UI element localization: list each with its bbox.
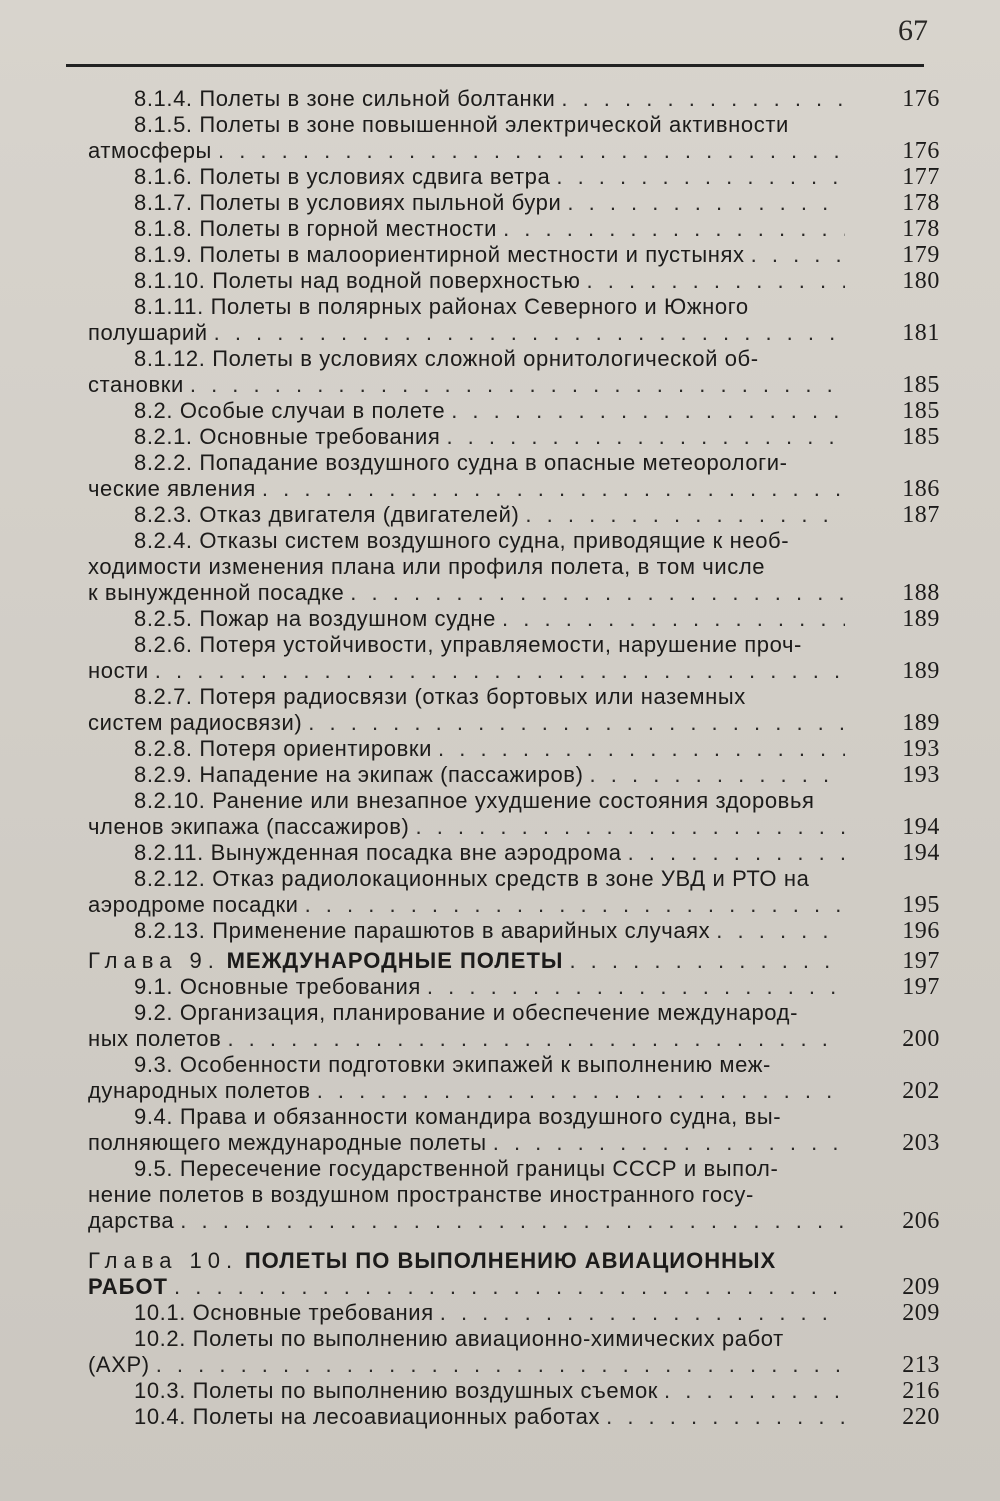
toc-line bbox=[88, 320, 950, 346]
toc-line bbox=[88, 1078, 950, 1104]
toc-line bbox=[134, 1404, 950, 1430]
dot-leader bbox=[427, 974, 845, 1000]
entry-title: Полеты в условиях сложной орнитологической об- bbox=[212, 346, 759, 371]
dot-leader bbox=[214, 320, 845, 346]
toc-entry bbox=[88, 424, 950, 450]
page-ref: 193 bbox=[902, 762, 940, 788]
entry-title: полняющего международные полеты bbox=[88, 1130, 487, 1155]
toc-entry bbox=[88, 86, 950, 112]
toc-entry bbox=[88, 1156, 950, 1234]
toc-line bbox=[134, 788, 950, 814]
toc-line bbox=[88, 554, 950, 580]
toc-line bbox=[134, 1052, 950, 1078]
toc-line bbox=[134, 346, 950, 372]
toc-entry bbox=[88, 1326, 950, 1378]
page-ref: 196 bbox=[902, 918, 940, 944]
toc-line bbox=[88, 710, 950, 736]
toc-line bbox=[134, 294, 950, 320]
toc-entry bbox=[88, 606, 950, 632]
page-ref: 179 bbox=[902, 242, 940, 268]
page-ref: 177 bbox=[902, 164, 940, 190]
toc-chapter bbox=[88, 1248, 950, 1300]
entry-number: 8.2. bbox=[134, 398, 174, 423]
header-rule bbox=[66, 64, 924, 67]
dot-leader bbox=[308, 710, 845, 736]
entry-title: членов экипажа (пассажиров) bbox=[88, 814, 410, 839]
dot-leader bbox=[587, 268, 846, 294]
chapter-title: МЕЖДУНАРОДНЫЕ ПОЛЕТЫ bbox=[226, 948, 564, 973]
toc-line bbox=[134, 974, 950, 1000]
entry-number: 8.2.3. bbox=[134, 502, 193, 527]
entry-number: 8.2.8. bbox=[134, 736, 193, 761]
entry-title: систем радиосвязи) bbox=[88, 710, 303, 735]
dot-leader bbox=[716, 918, 845, 944]
toc-entry bbox=[88, 268, 950, 294]
dot-leader bbox=[155, 658, 845, 684]
entry-title: Полеты в малоориентирной местности и пустынях bbox=[199, 242, 745, 267]
entry-number: 10.2. bbox=[134, 1326, 186, 1351]
toc-line bbox=[88, 1248, 950, 1274]
toc-line bbox=[88, 138, 950, 164]
toc-line bbox=[88, 476, 950, 502]
dot-leader bbox=[502, 606, 845, 632]
entry-title: Попадание воздушного судна в опасные метеорологи- bbox=[199, 450, 788, 475]
toc-line bbox=[134, 190, 950, 216]
toc-entry bbox=[88, 1000, 950, 1052]
page-ref: 181 bbox=[902, 320, 940, 346]
entry-title: Основные требования bbox=[179, 974, 421, 999]
toc-line bbox=[88, 372, 950, 398]
toc-line bbox=[134, 502, 950, 528]
toc-entry bbox=[88, 918, 950, 944]
entry-title: Полеты в зоне повышенной электрической активности bbox=[199, 112, 789, 137]
toc-entry bbox=[88, 190, 950, 216]
toc-entry bbox=[88, 216, 950, 242]
entry-title: Пересечение государственной границы СССР и выпол- bbox=[179, 1156, 779, 1181]
dot-leader bbox=[606, 1404, 845, 1430]
entry-title: ности bbox=[88, 658, 149, 683]
toc-line bbox=[88, 1182, 950, 1208]
entry-title: Нападение на экипаж (пассажиров) bbox=[199, 762, 584, 787]
entry-number: 8.2.4. bbox=[134, 528, 193, 553]
dot-leader bbox=[503, 216, 845, 242]
entry-title: Полеты по выполнению воздушных съемок bbox=[192, 1378, 659, 1403]
entry-title: Отказ двигателя (двигателей) bbox=[199, 502, 520, 527]
toc-entry bbox=[88, 450, 950, 502]
dot-leader bbox=[218, 138, 845, 164]
toc-line bbox=[134, 86, 950, 112]
toc-line bbox=[134, 528, 950, 554]
entry-title: Потеря радиосвязи (отказ бортовых или наземных bbox=[199, 684, 746, 709]
toc-entry bbox=[88, 112, 950, 164]
toc-line bbox=[88, 1274, 950, 1300]
entry-number: 8.2.6. bbox=[134, 632, 193, 657]
entry-title: Полеты в условиях пыльной бури bbox=[199, 190, 562, 215]
page-ref: 185 bbox=[902, 424, 940, 450]
page-ref: 188 bbox=[902, 580, 940, 606]
toc-line bbox=[134, 1326, 950, 1352]
toc-line bbox=[134, 268, 950, 294]
page-ref: 213 bbox=[902, 1352, 940, 1378]
dot-leader bbox=[440, 1300, 845, 1326]
entry-number: 9.5. bbox=[134, 1156, 174, 1181]
page-ref: 185 bbox=[902, 398, 940, 424]
entry-number: 9.1. bbox=[134, 974, 174, 999]
entry-title: Применение парашютов в аварийных случаях bbox=[212, 918, 711, 943]
toc-line bbox=[134, 1156, 950, 1182]
page-ref: 189 bbox=[902, 710, 940, 736]
chapter-title: ПОЛЕТЫ ПО ВЫПОЛНЕНИЮ АВИАЦИОННЫХ bbox=[244, 1248, 777, 1273]
dot-leader bbox=[174, 1274, 845, 1300]
toc-entry bbox=[88, 974, 950, 1000]
entry-number: 8.1.4. bbox=[134, 86, 193, 111]
toc-entry bbox=[88, 1404, 950, 1430]
dot-leader bbox=[446, 424, 845, 450]
page-ref: 203 bbox=[902, 1130, 940, 1156]
page-ref: 185 bbox=[902, 372, 940, 398]
page-ref: 178 bbox=[902, 190, 940, 216]
entry-title: ходимости изменения плана или профиля полета, в том числе bbox=[88, 554, 766, 579]
toc-entry bbox=[88, 788, 950, 840]
dot-leader bbox=[190, 372, 845, 398]
entry-title: Полеты на лесоавиационных работах bbox=[192, 1404, 601, 1429]
entry-title: Права и обязанности командира воздушного судна, вы- bbox=[179, 1104, 782, 1129]
toc-line bbox=[88, 580, 950, 606]
dot-leader bbox=[556, 164, 845, 190]
dot-leader bbox=[561, 86, 845, 112]
dot-leader bbox=[451, 398, 845, 424]
toc-line bbox=[134, 216, 950, 242]
entry-title: Потеря ориентировки bbox=[199, 736, 432, 761]
page-ref: 206 bbox=[902, 1208, 940, 1234]
toc-line bbox=[88, 658, 950, 684]
entry-number: 8.1.11. bbox=[134, 294, 204, 319]
toc-line bbox=[88, 814, 950, 840]
page-ref: 193 bbox=[902, 736, 940, 762]
page-ref: 202 bbox=[902, 1078, 940, 1104]
entry-title: полушарий bbox=[88, 320, 208, 345]
page-ref: 176 bbox=[902, 138, 940, 164]
dot-leader bbox=[438, 736, 845, 762]
entry-number: 10.1. bbox=[134, 1300, 186, 1325]
toc-entry bbox=[88, 1378, 950, 1404]
entry-number: 9.3. bbox=[134, 1052, 174, 1077]
entry-number: 8.2.10. bbox=[134, 788, 206, 813]
entry-title: Особенности подготовки экипажей к выполнению меж- bbox=[179, 1052, 771, 1077]
toc-line bbox=[88, 1352, 950, 1378]
dot-leader bbox=[590, 762, 845, 788]
entry-title: Полеты в зоне сильной болтанки bbox=[199, 86, 556, 111]
entry-number: 8.1.6. bbox=[134, 164, 193, 189]
entry-number: 8.1.10. bbox=[134, 268, 206, 293]
page-ref: 187 bbox=[902, 502, 940, 528]
page-ref: 194 bbox=[902, 840, 940, 866]
entry-number: 8.1.9. bbox=[134, 242, 193, 267]
entry-title: Отказы систем воздушного судна, приводящие к необ- bbox=[199, 528, 790, 553]
page-ref: 178 bbox=[902, 216, 940, 242]
toc-entry bbox=[88, 346, 950, 398]
toc-line bbox=[88, 892, 950, 918]
toc-line bbox=[134, 918, 950, 944]
toc-entry bbox=[88, 762, 950, 788]
page-ref: 197 bbox=[902, 974, 940, 1000]
toc-line bbox=[134, 242, 950, 268]
entry-title: Потеря устойчивости, управляемости, нарушение проч- bbox=[199, 632, 802, 657]
dot-leader bbox=[156, 1352, 845, 1378]
toc-line bbox=[134, 164, 950, 190]
toc-line bbox=[134, 450, 950, 476]
page-ref: 194 bbox=[902, 814, 940, 840]
dot-leader bbox=[525, 502, 845, 528]
entry-number: 8.2.9. bbox=[134, 762, 193, 787]
entry-title: ческие явления bbox=[88, 476, 256, 501]
entry-title: становки bbox=[88, 372, 184, 397]
toc-entry bbox=[88, 398, 950, 424]
entry-title: Полеты над водной поверхностью bbox=[212, 268, 581, 293]
toc-entry bbox=[88, 502, 950, 528]
entry-number: 8.2.2. bbox=[134, 450, 193, 475]
entry-title: к вынужденной посадке bbox=[88, 580, 345, 605]
dot-leader bbox=[180, 1208, 845, 1234]
toc-line bbox=[134, 684, 950, 710]
dot-leader bbox=[415, 814, 845, 840]
entry-title: Особые случаи в полете bbox=[179, 398, 446, 423]
entry-title: Полеты в полярных районах Северного и Южного bbox=[210, 294, 749, 319]
page-number: 67 bbox=[898, 14, 928, 47]
dot-leader bbox=[569, 948, 845, 974]
entry-title: дарства bbox=[88, 1208, 175, 1233]
entry-number: 8.2.5. bbox=[134, 606, 193, 631]
entry-number: 10.3. bbox=[134, 1378, 186, 1403]
entry-title: Отказ радиолокационных средств в зоне УВД и РТО на bbox=[212, 866, 810, 891]
page-ref: 197 bbox=[902, 948, 940, 974]
page-ref: 209 bbox=[902, 1274, 940, 1300]
page-ref: 216 bbox=[902, 1378, 940, 1404]
entry-title: Ранение или внезапное ухудшение состояния здоровья bbox=[212, 788, 815, 813]
entry-title: Основные требования bbox=[199, 424, 441, 449]
chapter-label: Глава 9. bbox=[88, 948, 220, 973]
entry-number: 8.1.5. bbox=[134, 112, 193, 137]
dot-leader bbox=[262, 476, 845, 502]
toc-line bbox=[134, 866, 950, 892]
entry-number: 8.1.7. bbox=[134, 190, 193, 215]
page-ref: 195 bbox=[902, 892, 940, 918]
page-ref: 186 bbox=[902, 476, 940, 502]
chapter-title: РАБОТ bbox=[88, 1274, 168, 1299]
entry-title: (АХР) bbox=[88, 1352, 150, 1377]
entry-number: 9.2. bbox=[134, 1000, 174, 1025]
dot-leader bbox=[350, 580, 845, 606]
entry-title: Пожар на воздушном судне bbox=[199, 606, 497, 631]
toc-line bbox=[134, 632, 950, 658]
entry-title: дународных полетов bbox=[88, 1078, 311, 1103]
toc-entry bbox=[88, 242, 950, 268]
entry-title: нение полетов в воздушном пространстве иностранного госу- bbox=[88, 1182, 754, 1207]
dot-leader bbox=[317, 1078, 845, 1104]
entry-number: 8.2.13. bbox=[134, 918, 206, 943]
entry-number: 8.2.1. bbox=[134, 424, 193, 449]
entry-title: ных полетов bbox=[88, 1026, 222, 1051]
toc-line bbox=[134, 1000, 950, 1026]
toc-entry bbox=[88, 840, 950, 866]
toc-line bbox=[134, 1104, 950, 1130]
toc-line bbox=[134, 606, 950, 632]
dot-leader bbox=[567, 190, 845, 216]
dot-leader bbox=[664, 1378, 845, 1404]
dot-leader bbox=[751, 242, 845, 268]
toc-entry bbox=[88, 632, 950, 684]
toc-entry bbox=[88, 528, 950, 606]
page-ref: 220 bbox=[902, 1404, 940, 1430]
toc-chapter bbox=[88, 948, 950, 974]
dot-leader bbox=[305, 892, 845, 918]
toc-line bbox=[88, 948, 950, 974]
toc-entry bbox=[88, 1052, 950, 1104]
entry-title: Организация, планирование и обеспечение международ- bbox=[179, 1000, 799, 1025]
entry-title: Вынужденная посадка вне аэродрома bbox=[210, 840, 622, 865]
toc-line bbox=[88, 1208, 950, 1234]
entry-number: 8.2.7. bbox=[134, 684, 193, 709]
entry-number: 8.1.8. bbox=[134, 216, 193, 241]
toc-line bbox=[134, 1378, 950, 1404]
dot-leader bbox=[227, 1026, 845, 1052]
toc-line bbox=[134, 424, 950, 450]
entry-title: аэродроме посадки bbox=[88, 892, 299, 917]
toc-entry bbox=[88, 684, 950, 736]
page-ref: 189 bbox=[902, 606, 940, 632]
toc-line bbox=[134, 112, 950, 138]
entry-title: атмосферы bbox=[88, 138, 212, 163]
entry-title: Основные требования bbox=[192, 1300, 434, 1325]
entry-number: 8.1.12. bbox=[134, 346, 206, 371]
page-ref: 209 bbox=[902, 1300, 940, 1326]
entry-title: Полеты в условиях сдвига ветра bbox=[199, 164, 551, 189]
toc-line bbox=[88, 1130, 950, 1156]
dot-leader bbox=[628, 840, 845, 866]
entry-number: 8.2.12. bbox=[134, 866, 206, 891]
entry-number: 10.4. bbox=[134, 1404, 186, 1429]
toc-entry bbox=[88, 294, 950, 346]
page-ref: 189 bbox=[902, 658, 940, 684]
page-ref: 180 bbox=[902, 268, 940, 294]
entry-title: Полеты по выполнению авиационно-химических работ bbox=[192, 1326, 784, 1351]
toc-entry bbox=[88, 736, 950, 762]
toc-entry bbox=[88, 164, 950, 190]
toc-entry bbox=[88, 1104, 950, 1156]
table-of-contents bbox=[88, 86, 950, 1430]
toc-entry bbox=[88, 1300, 950, 1326]
toc-line bbox=[134, 1300, 950, 1326]
entry-number: 8.2.11. bbox=[134, 840, 204, 865]
entry-title: Полеты в горной местности bbox=[199, 216, 498, 241]
dot-leader bbox=[493, 1130, 845, 1156]
page-ref: 176 bbox=[902, 86, 940, 112]
toc-line bbox=[88, 1026, 950, 1052]
entry-number: 9.4. bbox=[134, 1104, 174, 1129]
toc-line bbox=[134, 762, 950, 788]
page-ref: 200 bbox=[902, 1026, 940, 1052]
toc-line bbox=[134, 736, 950, 762]
toc-entry bbox=[88, 866, 950, 918]
toc-line bbox=[134, 840, 950, 866]
toc-line bbox=[134, 398, 950, 424]
chapter-label: Глава 10. bbox=[88, 1248, 239, 1273]
